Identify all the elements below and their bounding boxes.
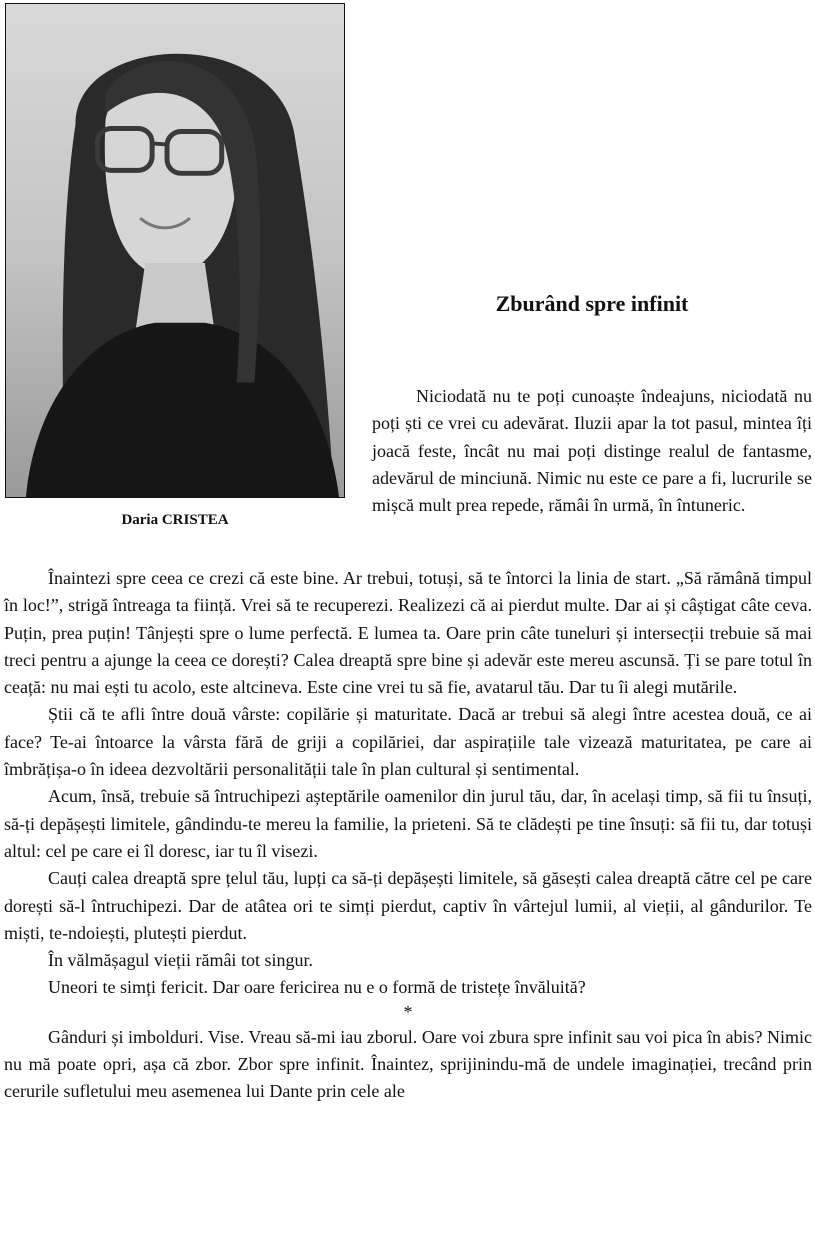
author-caption: Daria CRISTEA: [121, 512, 229, 528]
article-body: [4, 565, 812, 1106]
author-photo: [5, 3, 345, 498]
paragraph-5: Cauți calea dreaptă spre țelul tău, lupți ca să-ți depășești limitele, să găsești calea dreaptă către cel pe care dorești să-l întruchipezi. Dar de atâtea ori te simți pierdut, captiv în vârtejul lumii, al vieții, al gândurilor. Te miști, te-ndoiești, plutești pierdut.: [4, 868, 812, 943]
paragraph-3: Știi că te afli între două vârste: copilărie și maturitate. Dacă ar trebui să alegi între acestea două, ce ai face? Te-ai întoarce la vârsta fără de griji a copilăriei, dar aspirațiile tale vizează maturitatea, pe care ai îmbrățișa-o în ideea dezvoltării personalității tale în plan cultural și sentimental.: [4, 704, 812, 780]
paragraph-7: Uneori te simți fericit. Dar oare fericirea nu e o formă de tristețe învăluită?: [48, 977, 586, 998]
paragraph-2: Înaintezi spre ceea ce crezi că este bine. Ar trebui, totuși, să te întorci la linia de start. „Să rămână timpul în loc!”, strigă întreaga ta ființă. Vrei să te recuperezi. Realizezi că ai pierdut multe. Dar ai și câștigat câte ceva. Puțin, prea puțin! Tânjești spre o lume perfectă. E lumea ta. Oare prin câte tuneluri și intersecții trebuie să mai treci pentru a ajunge la ceea ce dorești? Calea dreaptă spre bine și adevăr este mereu ascunsă. Ți se pare totul în ceață: nu mai ești tu acolo, este altcineva. Este cine vrei tu să fie, avatarul tău. Dar tu îi alegi mutările.: [4, 568, 812, 698]
paragraph-8: Gânduri și imbolduri. Vise. Vreau să-mi iau zborul. Oare voi zbura spre infinit sau voi pica în abis? Nimic nu mă poate opri, așa că zbor. Zbor spre infinit. Înaintez, sprijinindu-mă de undele imaginației, trecând prin cerurile sufletului meu asemenea lui Dante prin cele ale: [4, 1026, 812, 1102]
paragraph-4: Acum, însă, trebuie să întruchipezi așteptările oamenilor din jurul tău, dar, în același timp, să fii tu însuți, să-ți depășești limitele, gândindu-te mereu la familie, la prieteni. Să te clădești pe tine însuți: să fii tu, dar totuși altul: cel pe care ei îl doresc, iar tu îl visezi.: [4, 786, 812, 861]
article-title: Zburând spre infinit: [495, 291, 689, 316]
paragraph-1: Niciodată nu te poți cunoaște îndeajuns, niciodată nu poți ști ce vrei cu adevărat. Iluzii apar la tot pasul, mintea îți joacă feste, încât nu mai poți distinge realul de fantasme, adevărul de minciună. Nimic nu este ce pare a fi, lucrurile se mișcă mult prea repede, rămâi în urmă, în întuneric.: [372, 386, 812, 516]
section-separator: *: [403, 1001, 413, 1022]
paragraph-6: În vălmășagul vieții rămâi tot singur.: [48, 950, 313, 971]
portrait-image: [6, 4, 344, 497]
